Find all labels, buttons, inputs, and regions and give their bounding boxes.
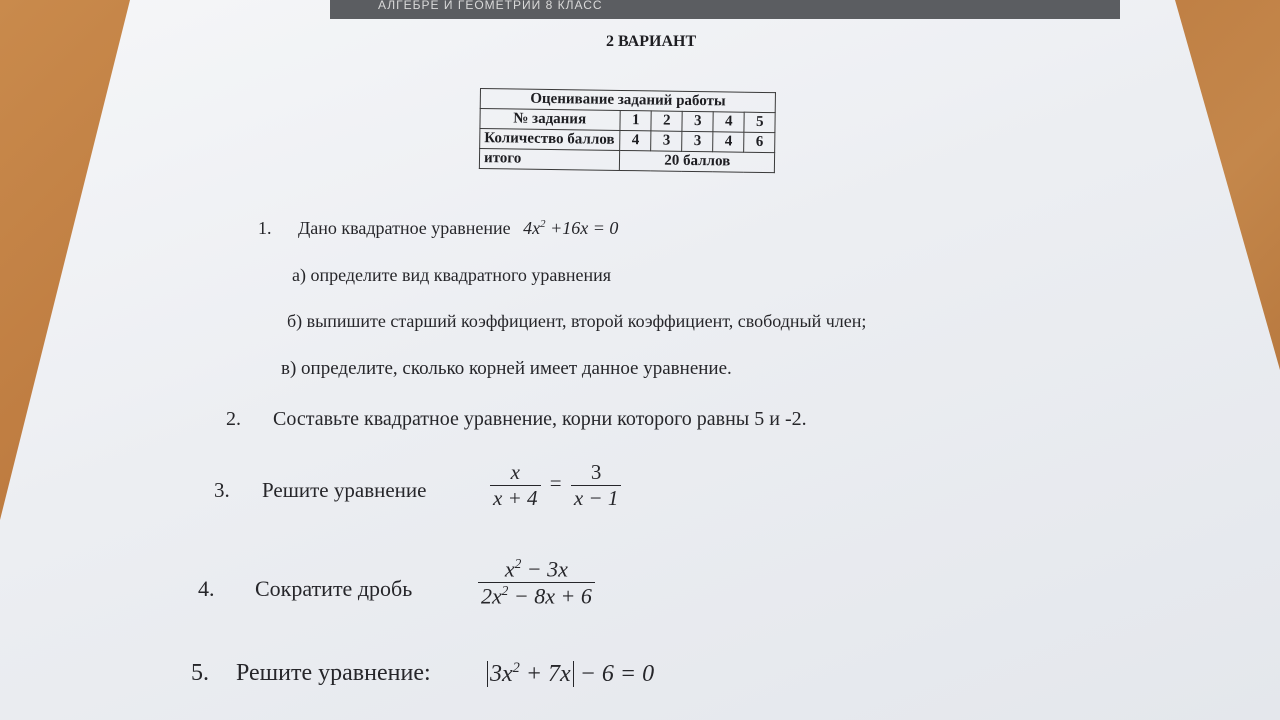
points-cell: 3 <box>651 131 682 151</box>
grading-table <box>479 88 776 173</box>
right-fraction <box>571 460 622 511</box>
denominator <box>478 583 595 609</box>
term: − 8x + 6 <box>508 583 592 609</box>
term: 3x <box>490 661 513 687</box>
task-number: 3. <box>214 478 230 502</box>
exponent: 2 <box>512 660 520 676</box>
numerator: x <box>490 460 541 486</box>
grading-title: Оценивание заданий работы <box>480 89 776 113</box>
task-number-cell: 5 <box>744 112 775 132</box>
task-number-label: № задания <box>480 109 621 131</box>
term: 2x <box>481 583 502 609</box>
term: − 3x <box>521 556 568 582</box>
exponent: 2 <box>501 583 509 599</box>
absolute-value <box>487 661 574 687</box>
exponent: 2 <box>514 556 522 571</box>
denominator: x − 1 <box>573 486 619 510</box>
task-1-text: Дано квадратное уравнение <box>298 218 511 238</box>
task-3-equation <box>490 460 621 511</box>
eq-term: +16x = 0 <box>545 218 619 238</box>
variant-title: 2 ВАРИАНТ <box>606 33 697 50</box>
points-cell: 3 <box>682 131 713 151</box>
header-text: АЛГЕБРЕ И ГЕОМЕТРИИ 8 КЛАСС <box>378 0 603 12</box>
task-number-cell: 2 <box>651 111 682 131</box>
term: + 7x <box>519 661 571 687</box>
points-cell: 4 <box>713 132 744 152</box>
task-number-cell: 1 <box>620 110 651 130</box>
points-cell: 4 <box>620 130 651 150</box>
left-fraction <box>490 460 541 511</box>
points-label: Количество баллов <box>480 129 621 151</box>
task-5-equation <box>487 660 654 688</box>
eq-term: 4x <box>523 218 541 238</box>
task-3-text: Решите уравнение <box>262 478 427 502</box>
numerator: 3 <box>571 460 622 486</box>
points-cell: 6 <box>744 132 775 152</box>
task-1-equation <box>523 218 618 238</box>
task-5-text: Решите уравнение: <box>236 660 431 686</box>
task-4-fraction <box>478 556 595 610</box>
task-number-cell: 3 <box>682 111 713 131</box>
eq-exponent: 2 <box>540 218 546 230</box>
task-number: 1. <box>258 218 272 238</box>
task-2-text: Составьте квадратное уравнение, корни которого равны 5 и -2. <box>273 408 807 430</box>
task-number: 5. <box>191 660 209 686</box>
total-value: 20 баллов <box>620 150 775 172</box>
task-text <box>298 218 618 239</box>
term: x <box>504 556 515 582</box>
task-number-cell: 4 <box>713 112 744 132</box>
denominator: x + 4 <box>493 486 538 510</box>
numerator <box>478 556 595 583</box>
equals-sign: = <box>549 471 562 496</box>
task-1-item-b: б) выпишите старший коэффициент, второй коэффициент, свободный член; <box>287 311 867 331</box>
task-1-item-a: а) определите вид квадратного уравнения <box>292 265 612 285</box>
task-1-item-c: в) определите, сколько корней имеет данное уравнение. <box>281 358 732 379</box>
total-row <box>479 149 775 173</box>
task-number: 2. <box>226 408 241 430</box>
term: − 6 = 0 <box>573 661 655 687</box>
total-label: итого <box>479 149 620 171</box>
task-4-text: Сократите дробь <box>255 576 413 601</box>
worksheet-header-bar <box>330 0 1120 19</box>
task-number: 4. <box>198 576 215 601</box>
